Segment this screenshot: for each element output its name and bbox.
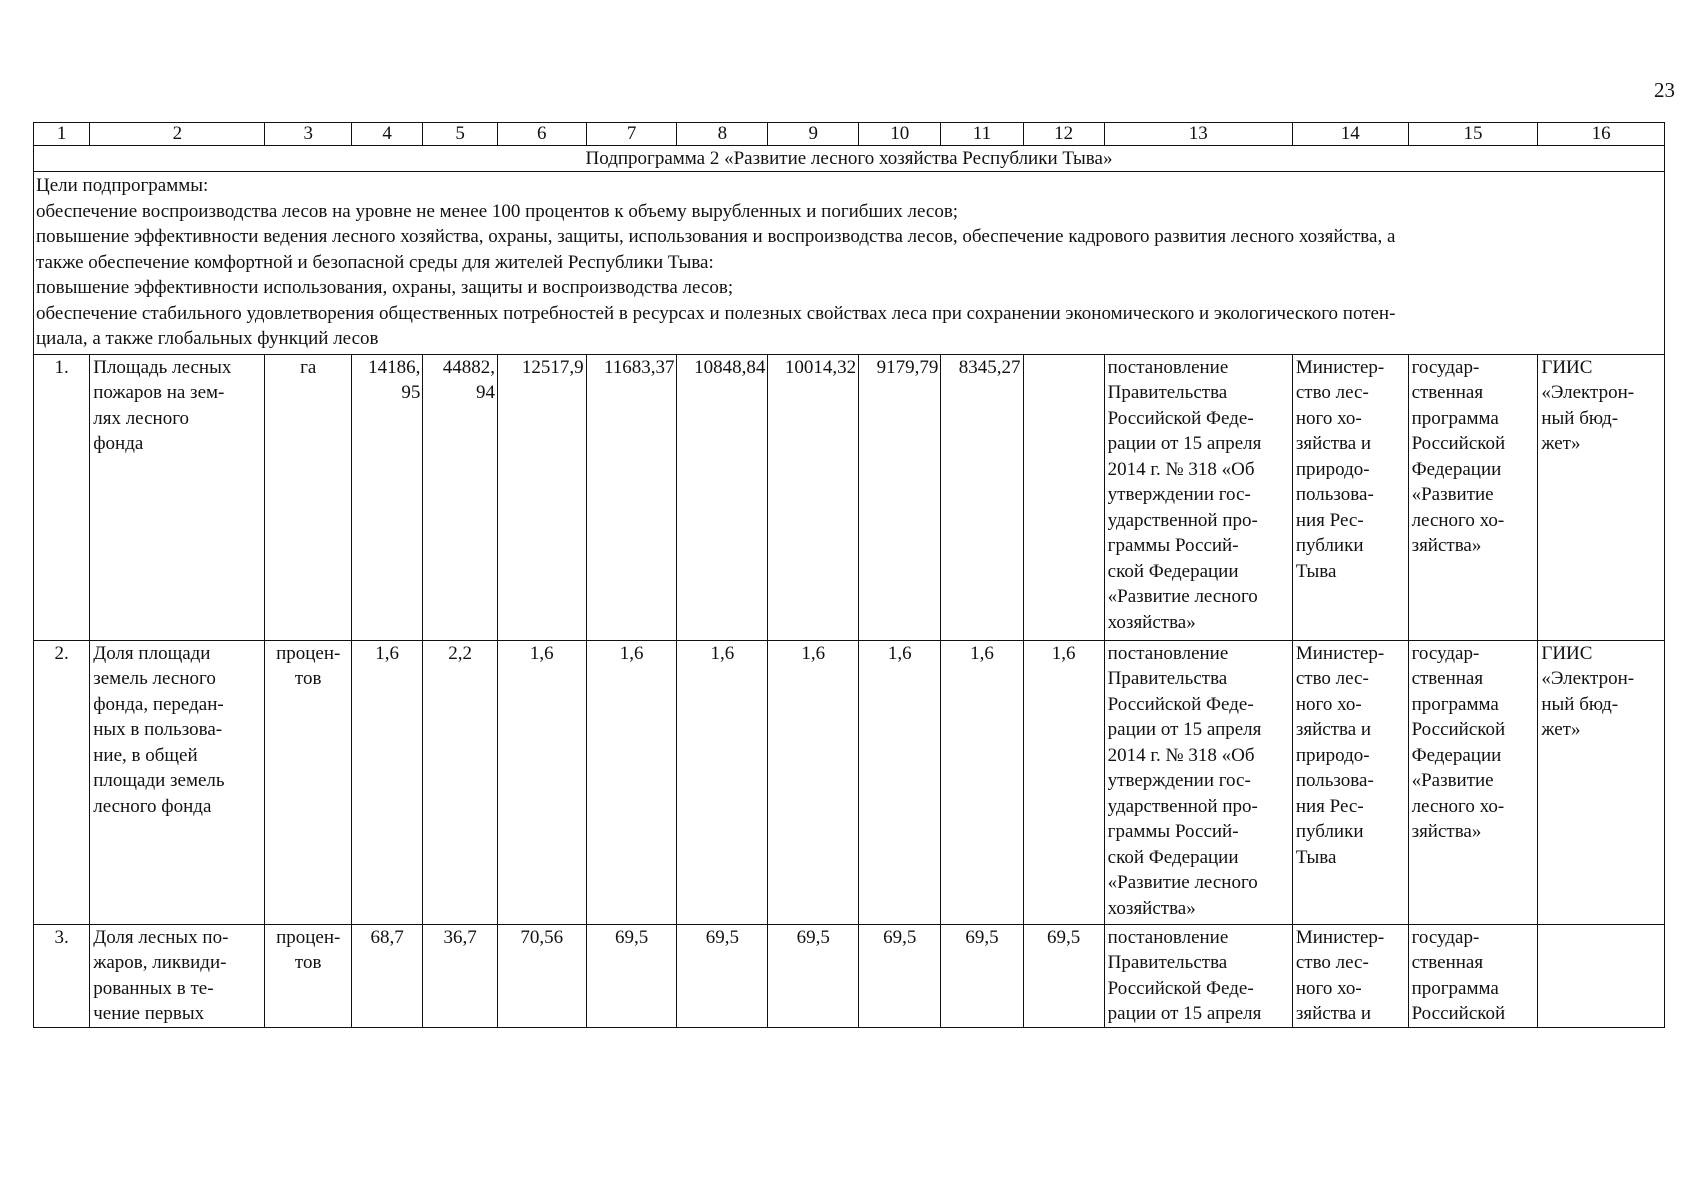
responsible-body: Министер- ство лес- ного хо- зяйства и xyxy=(1292,924,1408,1027)
goal-line: обеспечение воспроизводства лесов на уровне не менее 100 процентов к объему вырубленных и погибших лесов; xyxy=(36,200,959,222)
value-cell: 9179,79 xyxy=(859,354,941,640)
value-cell: 1,6 xyxy=(859,640,941,924)
column-number: 9 xyxy=(768,123,859,146)
row-number: 2. xyxy=(34,640,90,924)
subprogram-title: Подпрограмма 2 «Развитие лесного хозяйства Республики Тыва» xyxy=(34,146,1665,172)
value-cell: 1,6 xyxy=(768,640,859,924)
value-cell: 14186, 95 xyxy=(351,354,422,640)
row-number: 1. xyxy=(34,354,90,640)
value-cell: 36,7 xyxy=(423,924,498,1027)
value-cell: 69,5 xyxy=(677,924,768,1027)
unit: процен- тов xyxy=(265,640,352,924)
column-number: 10 xyxy=(859,123,941,146)
value-cell: 1,6 xyxy=(941,640,1023,924)
legal-basis: постановление Правительства Российской Феде- рации от 15 апреля 2014 г. № 318 «Об утверждении гос- ударственной про- граммы Россий- ской Федерации «Развитие лесного хозяйства» xyxy=(1104,354,1292,640)
value-cell: 1,6 xyxy=(497,640,586,924)
goal-line: повышение эффективности использования, охраны, защиты и воспроизводства лесов; xyxy=(36,277,734,298)
column-number: 15 xyxy=(1408,123,1538,146)
info-system: ГИИС «Электрон- ный бюд- жет» xyxy=(1538,354,1665,640)
legal-basis: постановление Правительства Российской Феде- рации от 15 апреля xyxy=(1104,924,1292,1027)
column-number: 16 xyxy=(1538,123,1665,146)
value-cell: 2,2 xyxy=(423,640,498,924)
column-number: 14 xyxy=(1292,123,1408,146)
value-cell: 69,5 xyxy=(768,924,859,1027)
responsible-body: Министер- ство лес- ного хо- зяйства и природо- пользова- ния Рес- публики Тыва xyxy=(1292,354,1408,640)
column-number: 2 xyxy=(90,123,265,146)
value-cell: 10848,84 xyxy=(677,354,768,640)
subprogram-row xyxy=(34,146,1665,172)
value-cell: 69,5 xyxy=(859,924,941,1027)
goal-line: циала, а также глобальных функций лесов xyxy=(36,328,379,349)
responsible-body: Министер- ство лес- ного хо- зяйства и природо- пользова- ния Рес- публики Тыва xyxy=(1292,640,1408,924)
legal-basis: постановление Правительства Российской Феде- рации от 15 апреля 2014 г. № 318 «Об утверждении гос- ударственной про- граммы Россий- ской Федерации «Развитие лесного хозяйства» xyxy=(1104,640,1292,924)
value-cell: 70,56 xyxy=(497,924,586,1027)
table-row xyxy=(34,640,1665,924)
value-cell: 1,6 xyxy=(1023,640,1104,924)
value-cell: 68,7 xyxy=(351,924,422,1027)
value-cell: 69,5 xyxy=(586,924,677,1027)
value-cell: 1,6 xyxy=(677,640,768,924)
column-number: 11 xyxy=(941,123,1023,146)
page-number: 23 xyxy=(1654,78,1675,102)
indicator-name: Доля лесных по- жаров, ликвиди- рованных в те- чение первых xyxy=(90,924,265,1027)
table-row xyxy=(34,354,1665,640)
value-cell: 1,6 xyxy=(586,640,677,924)
column-number-row xyxy=(34,123,1665,146)
goals-cell xyxy=(34,172,1665,355)
state-program: государ- ственная программа Российской Федерации «Развитие лесного хо- зяйства» xyxy=(1408,640,1538,924)
column-number: 13 xyxy=(1104,123,1292,146)
goal-line: обеспечение стабильного удовлетворения общественных потребностей в ресурсах и полезных свойствах леса при сохранении экономического и экологического потен- xyxy=(36,302,1396,324)
table-row xyxy=(34,924,1665,1027)
column-number: 5 xyxy=(423,123,498,146)
column-number: 4 xyxy=(351,123,422,146)
value-cell: 1,6 xyxy=(351,640,422,924)
indicators-table xyxy=(33,122,1665,1028)
value-cell: 10014,32 xyxy=(768,354,859,640)
value-cell: 11683,37 xyxy=(586,354,677,640)
unit: процен- тов xyxy=(265,924,352,1027)
value-cell xyxy=(1023,354,1104,640)
column-number: 7 xyxy=(586,123,677,146)
indicator-name: Доля площади земель лесного фонда, передан- ных в пользова- ние, в общей площади земель лесного фонда xyxy=(90,640,265,924)
column-number: 8 xyxy=(677,123,768,146)
state-program: государ- ственная программа Российской Федерации «Развитие лесного хо- зяйства» xyxy=(1408,354,1538,640)
value-cell: 69,5 xyxy=(941,924,1023,1027)
column-number: 12 xyxy=(1023,123,1104,146)
column-number: 1 xyxy=(34,123,90,146)
goals-heading: Цели подпрограммы: xyxy=(36,175,209,196)
value-cell: 44882, 94 xyxy=(423,354,498,640)
goals-row xyxy=(34,172,1665,355)
info-system: ГИИС «Электрон- ный бюд- жет» xyxy=(1538,640,1665,924)
goal-line: также обеспечение комфортной и безопасной среды для жителей Республики Тыва: xyxy=(36,251,714,273)
unit: га xyxy=(265,354,352,640)
value-cell: 12517,9 xyxy=(497,354,586,640)
column-number: 3 xyxy=(265,123,352,146)
row-number: 3. xyxy=(34,924,90,1027)
goal-line: повышение эффективности ведения лесного хозяйства, охраны, защиты, использования и воспроизводства лесов, обеспечение кадрового развития лесного хозяйства, а xyxy=(36,226,1396,247)
state-program: государ- ственная программа Российской xyxy=(1408,924,1538,1027)
value-cell: 69,5 xyxy=(1023,924,1104,1027)
indicator-name: Площадь лесных пожаров на зем- лях лесного фонда xyxy=(90,354,265,640)
value-cell: 8345,27 xyxy=(941,354,1023,640)
info-system xyxy=(1538,924,1665,1027)
column-number: 6 xyxy=(497,123,586,146)
